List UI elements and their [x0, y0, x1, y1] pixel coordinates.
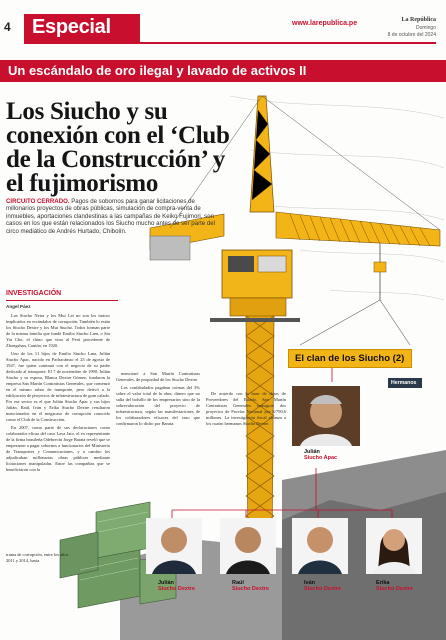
kicker: INVESTIGACIÓN: [6, 290, 62, 297]
body-column-2: [116, 371, 200, 429]
crane-tower: [246, 316, 274, 548]
paper-name: La República: [401, 17, 436, 23]
body-column-1-tail: trama de corrupción, entre los años 2011 y 2014, hasta: [6, 552, 69, 563]
caption-surname: Siucho Dextre: [376, 586, 413, 592]
brothers-tag: [388, 378, 422, 388]
portrait-raul: [220, 518, 276, 574]
caption-surname: Siucho Dextre: [232, 586, 269, 592]
portrait-father: [292, 386, 360, 446]
lead-paragraph: [6, 198, 220, 235]
series-title: Un escándalo de oro ilegal y lavado de activos II: [8, 63, 307, 78]
body-column-1: [6, 313, 110, 475]
body-paragraph: mencionó a San Martín Contratistas Generales, de propiedad de los Siucho Dextre.: [116, 371, 200, 382]
body-column-3: [206, 391, 286, 429]
body-paragraph: Los Siucho Neira y los Mui Lei no son los únicos implicados en escándalos de corrupción. También lo están los Siucho Dextre y los Mui Siucho. Todos forman parte de la misma familia que fundó Emilio Siucho Lam, o Siu Yat Cho, el chino que vino al Perú procedente de Zhongshan, Cantón, en 1920.: [6, 313, 110, 348]
page-number: 4: [4, 20, 11, 34]
caption-name: Erika: [376, 580, 390, 586]
caption-name: Raúl: [232, 580, 244, 586]
caption-child-4: [376, 580, 413, 592]
byline: Angel Páez: [6, 304, 31, 309]
portrait-erika: [366, 518, 422, 574]
caption-surname: Siucho Dextre: [304, 586, 341, 592]
caption-child-1: [158, 580, 195, 592]
caption-surname: Siucho Dextre: [158, 586, 195, 592]
headline: Los Siucho y su conexión con el ‘Club de la Construcción’ y el fujimorismo: [6, 98, 230, 197]
body-paragraph: De acuerdo con la base de datos de Proveedores del Estado, San Martín Contratistas Generales consiguió dos proyectos de Provías Nacional por S/790,6 millones. La investigación fiscal alcanza a los cuatro hermanos Siucho Dextre.: [206, 391, 286, 426]
crane-hook: [300, 244, 410, 345]
infographic-title: El clan de los Siucho (2): [295, 353, 405, 364]
series-banner: [0, 60, 446, 82]
header-rule: [24, 42, 436, 44]
lead-text: Pagos de sobornos para ganar licitaciones de millonarios proyectos de obras públicas, simulación de compra-venta de inmuebles, aportaciones clandestinas a las campañas de Keiko Fujimori, son casos en los que están relacionados los Siucho mucho antes de ser parte del circo mediático de Andrés Hurtado, Chibolín.: [6, 198, 216, 235]
caption-surname: Siucho Apac: [304, 455, 338, 461]
crane-jib: [276, 212, 440, 246]
site-url[interactable]: www.larepublica.pe: [292, 20, 358, 27]
issue-day: Domingo: [415, 25, 436, 31]
portrait-julian-jr: [146, 518, 202, 574]
section-tab: [24, 14, 140, 42]
kicker-rule: [6, 300, 118, 301]
portrait-ivan: [292, 518, 348, 574]
lead-label: CIRCUITO CERRADO.: [6, 198, 70, 205]
body-paragraph: Uno de los 11 hijos de Emilio Siucho Lam, Julián Siucho Apac, nacido en Pachacámac el 25 de agosto de 1947, fue quien continuó con el negocio de su padre dedicado al transporte. El 7 de noviembre de 1990, Julián Siucho y su esposa, Blanca Dextre Gómez, fundaron la empresa San Martín Contratistas Generales, que comenzó en el mismo rubro de transporte, pero derivó a la edificación de proyectos de infraestructura de gran calado. Por ese sector es el que Julián Siucho Apac y sus hijos Julián, Raúl, Iván y Erika Siucho Dextre resultaron mencionados en el megacaso de corrupción conocido como el Club de la Construcción.: [6, 351, 110, 422]
caption-name: Julián: [158, 580, 174, 586]
crane-cab: [210, 250, 300, 322]
caption-father: [304, 449, 337, 461]
caption-child-3: [304, 580, 341, 592]
section-label: Especial: [32, 16, 111, 38]
infographic-title-box: [288, 349, 412, 368]
caption-name: Iván: [304, 580, 316, 586]
caption-child-2: [232, 580, 269, 592]
caption-name: Julián: [304, 449, 320, 455]
page-header: [0, 14, 446, 50]
brothers-tag-label: Hermanos: [391, 380, 417, 386]
body-paragraph: En 2007, como parte de sus declaraciones como colaborador eficaz del caso Lava Jato, el ex representante de la firma brasileña Odebrecht Jorge Barata reveló que se empezaron a pagar sobornos a funcionarios del Ministerio de Transportes y Comunicaciones, y a cambio los adjudicaban millonarias obras públicas mediante licitaciones manipuladas. Entre las compañías que se beneficiaron con la: [6, 425, 110, 472]
body-paragraph: Los confabulados pagaban coimas del 3% sobre el valor total de la obra, dinero que no salía del bolsillo de los empresarios sino de la sobrevaloración del proyecto de infraestructura, según las manifestaciones de los colaboradores eficaces del caso que confirmaron lo dicho por Barata.: [116, 385, 200, 426]
issue-date: 8 de octubre del 2024: [387, 32, 436, 38]
